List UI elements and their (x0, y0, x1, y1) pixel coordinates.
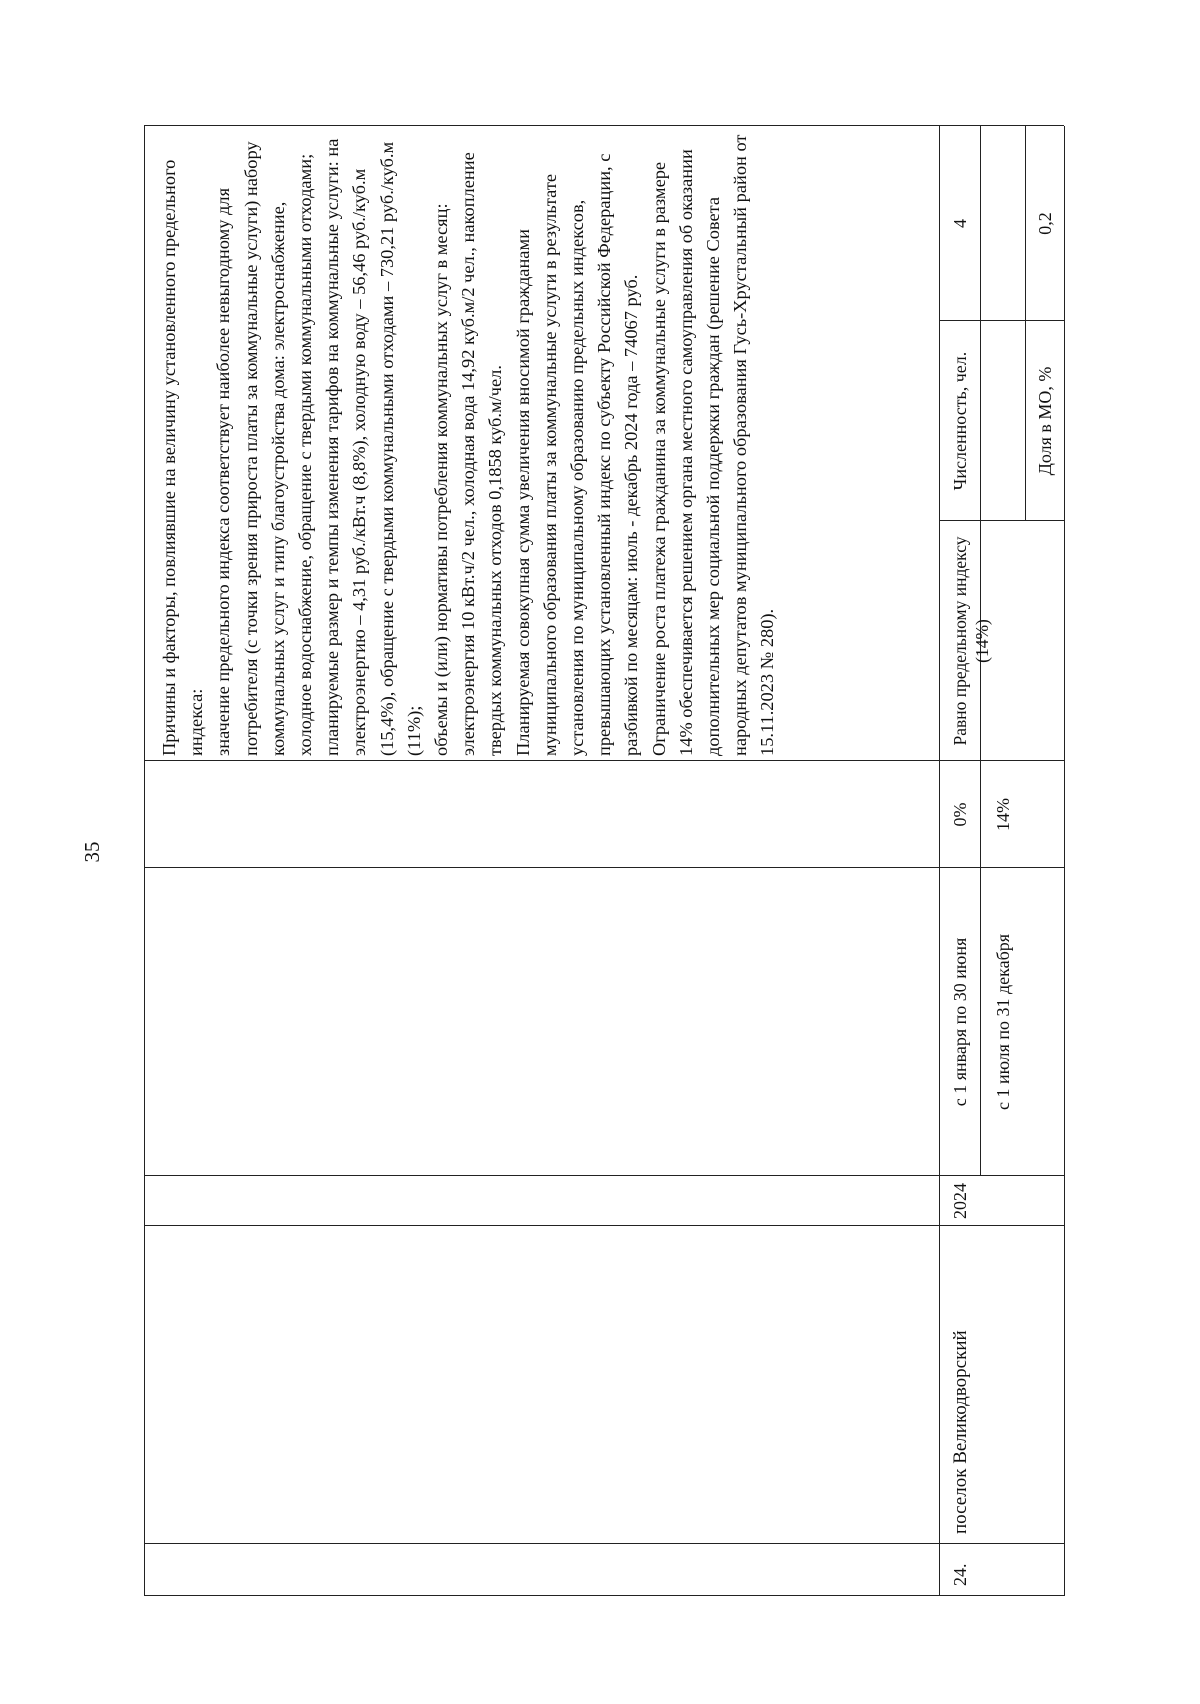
column-separator (144, 867, 1064, 868)
page-number: 35 (80, 841, 104, 863)
description-paragraph: планируемые размер и темпы изменения тарифов на коммунальные услуги: на электроэнергию – 4,31 руб./кВт.ч (8,8%), холодную воду – 56,46 руб./куб.м (15,4%), обращение с твердыми коммунальными отходами – 730,21 руб./куб.м (11%); (322, 138, 424, 756)
description-paragraph: Планируемая совокупная сумма увеличения вносимой гражданами муниципального образования платы за коммунальные услуги в результате установления по муниципальному образованию предельных индексов, превышающих установленный индекс по субъекту Российской Федерации, с разбивкой по месяцам: июль - декабрь 2024 года – 74067 руб. (512, 153, 642, 756)
description-paragraph: Ограничение роста платежа гражданина за коммунальные услуги в размере 14% обеспечивается решением органа местного самоуправления об оказании дополнительных мер социальной поддержки граждан (решение Совета народных депутатов муниципального образования Гусь-Хрустальный район от 15.11.2023 № 280). (648, 134, 778, 756)
table-left-border (144, 1595, 1064, 1596)
settlement-name: поселок Великодворский (950, 1330, 971, 1534)
year: 2024 (950, 1183, 970, 1219)
share-value: 0,2 (1035, 212, 1055, 235)
column-separator (144, 1543, 1064, 1544)
column-separator (144, 760, 1064, 761)
row-number: 24. (950, 1563, 970, 1586)
description-paragraph: Причины и факторы, повлиявшие на величину установленного предельного индекса: (159, 159, 207, 756)
period-2-label: с 1 июля по 31 декабря (993, 933, 1013, 1111)
population-label: Численность, чел. (950, 351, 970, 491)
row-separator (1025, 126, 1026, 521)
period-1-value: 0% (950, 802, 970, 827)
column-separator (144, 1225, 1064, 1226)
description-paragraph: объемы и (или) нормативы потребления коммунальных услуг в месяц: электроэнергия 10 кВт.ч/2 чел., холодная вода 14,92 куб.м/2 чел., накопление твердых коммунальных отходов 0,1858 куб.м/чел. (431, 152, 506, 756)
table-top-border (144, 126, 145, 1596)
period-2-value: 14% (993, 798, 1013, 831)
share-label: Доля в МО, % (1035, 366, 1055, 476)
row-separator (939, 126, 940, 1596)
period-1-label: с 1 января по 30 июня (950, 937, 970, 1107)
table-bottom-border (1064, 126, 1065, 1596)
column-separator (144, 1175, 1064, 1176)
compliance-text: Равно предельному индексу (14%) (950, 536, 992, 746)
description-paragraph: значение предельного индекса соответствует наиболее невыгодному для потребителя (с точки зрения прироста платы за коммунальные услуги) набору коммунальных услуг и типу благоустройства дома: электроснабжение, холодное водоснабжение, обращение с твердыми коммунальными отходами; (213, 141, 316, 756)
index-description (156, 131, 782, 756)
population-value: 4 (950, 219, 970, 228)
table-right-border (144, 125, 1064, 126)
rotated-table-page (144, 126, 1064, 1596)
